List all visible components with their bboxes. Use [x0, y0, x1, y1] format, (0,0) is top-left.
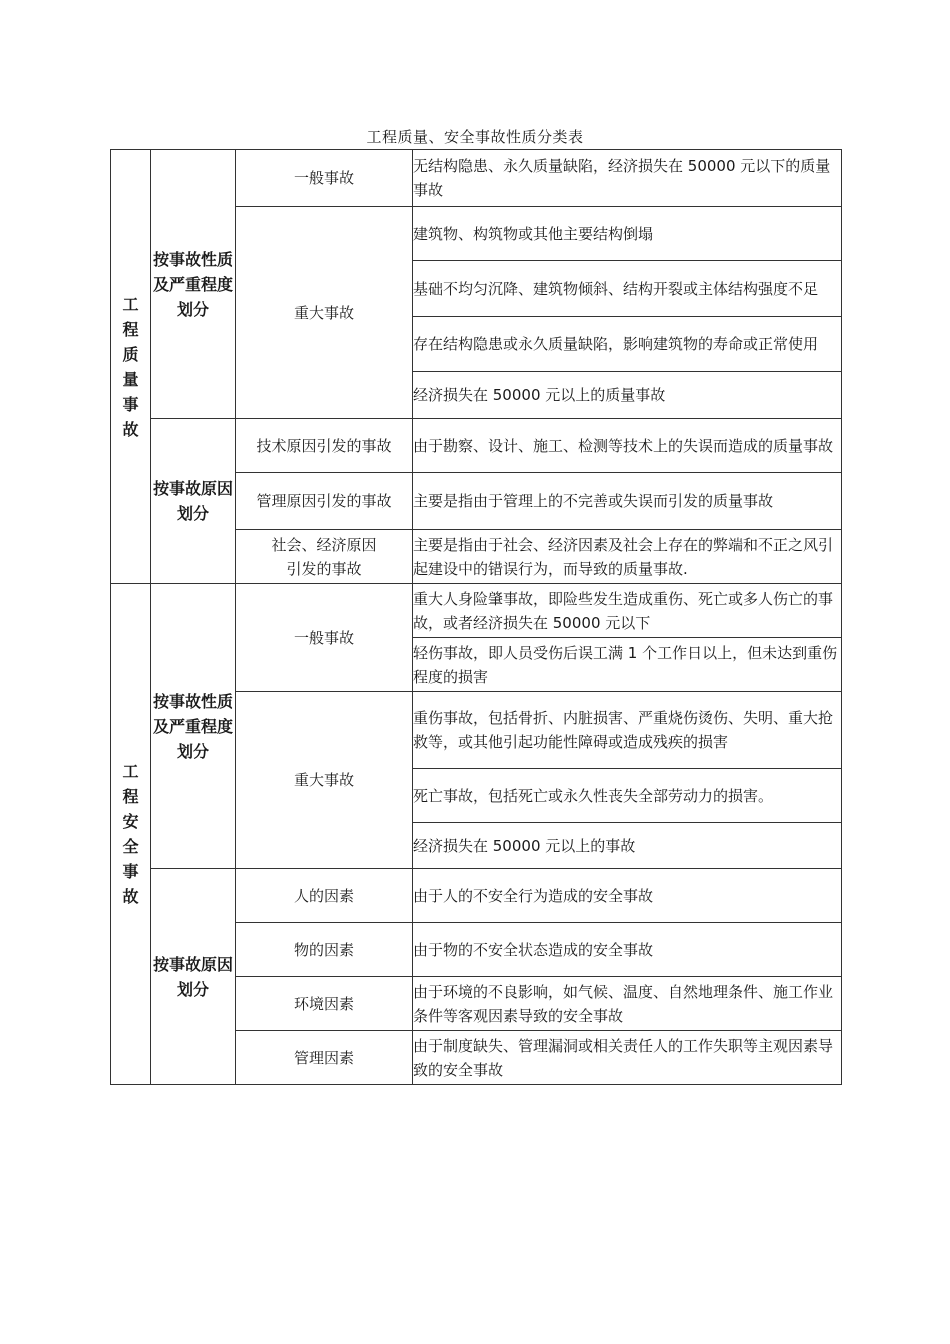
- cause-label: [236, 530, 413, 584]
- classification-label: 按事故性质及严重程度划分: [152, 249, 233, 319]
- cause-label: 物的因素: [236, 923, 413, 977]
- classification-label: 按事故原因划分: [152, 479, 233, 523]
- safety-major-accident-label: 重大事故: [236, 692, 413, 869]
- description-cell: 由于制度缺失、管理漏洞或相关责任人的工作失职等主观因素导致的安全事故: [413, 1031, 842, 1085]
- table-row: [111, 584, 842, 638]
- description-cell: 重伤事故，包括骨折、内脏损害、严重烧伤烫伤、失明、重大抢救等，或其他引起功能性障碍或造成残疾的损害: [413, 692, 842, 769]
- description-cell: 由于勘察、设计、施工、检测等技术上的失误而造成的质量事故: [413, 419, 842, 473]
- quality-by-nature-cell: [151, 150, 236, 419]
- description-cell: 基础不均匀沉降、建筑物倾斜、结构开裂或主体结构强度不足: [413, 261, 842, 317]
- description-cell: 建筑物、构筑物或其他主要结构倒塌: [413, 207, 842, 261]
- cause-label: 环境因素: [236, 977, 413, 1031]
- description-cell: 由于人的不安全行为造成的安全事故: [413, 869, 842, 923]
- quality-major-accident-label: 重大事故: [236, 207, 413, 419]
- classification-label: 按事故原因划分: [152, 954, 233, 999]
- description-cell: 主要是指由于社会、经济因素及社会上存在的弊端和不正之风引起建设中的错误行为，而导致的质量事故.: [413, 530, 842, 584]
- cause-label-line: 引发的事故: [286, 559, 362, 578]
- description-cell: 由于物的不安全状态造成的安全事故: [413, 923, 842, 977]
- table-row: [111, 869, 842, 923]
- table-row: [111, 419, 842, 473]
- classification-table: [110, 149, 842, 1085]
- description-cell: 死亡事故，包括死亡或永久性丧失全部劳动力的损害。: [413, 769, 842, 823]
- description-cell: 重大人身险肇事故，即险些发生造成重伤、死亡或多人伤亡的事故，或者经济损失在 50000 元以下: [413, 584, 842, 638]
- quality-by-cause-cell: [151, 419, 236, 584]
- cause-label: 人的因素: [236, 869, 413, 923]
- description-cell: 存在结构隐患或永久质量缺陷，影响建筑物的寿命或正常使用: [413, 317, 842, 372]
- category-label: 工程质量事故: [122, 294, 139, 439]
- cause-label: 管理原因引发的事故: [236, 473, 413, 530]
- page-title: 工程质量、安全事故性质分类表: [366, 128, 584, 146]
- safety-general-accident-label: 一般事故: [236, 584, 413, 692]
- description-cell: 轻伤事故，即人员受伤后误工满 1 个工作日以上，但未达到重伤程度的损害: [413, 638, 842, 692]
- table-row: [111, 150, 842, 207]
- description-cell: 经济损失在 50000 元以上的质量事故: [413, 372, 842, 419]
- safety-accident-category: [111, 584, 151, 1085]
- quality-accident-category: [111, 150, 151, 584]
- cause-label: 技术原因引发的事故: [236, 419, 413, 473]
- category-label: 工程安全事故: [122, 762, 139, 906]
- safety-by-nature-cell: [151, 584, 236, 869]
- classification-label: 按事故性质及严重程度划分: [152, 691, 233, 761]
- description-cell: 经济损失在 50000 元以上的事故: [413, 823, 842, 869]
- cause-label-line: 社会、经济原因: [271, 535, 377, 554]
- cause-label: 管理因素: [236, 1031, 413, 1085]
- safety-by-cause-cell: [151, 869, 236, 1085]
- description-cell: 由于环境的不良影响，如气候、温度、自然地理条件、施工作业条件等客观因素导致的安全事故: [413, 977, 842, 1031]
- description-cell: 无结构隐患、永久质量缺陷，经济损失在 50000 元以下的质量事故: [413, 150, 842, 207]
- description-cell: 主要是指由于管理上的不完善或失误而引发的质量事故: [413, 473, 842, 530]
- quality-general-accident-label: 一般事故: [236, 150, 413, 207]
